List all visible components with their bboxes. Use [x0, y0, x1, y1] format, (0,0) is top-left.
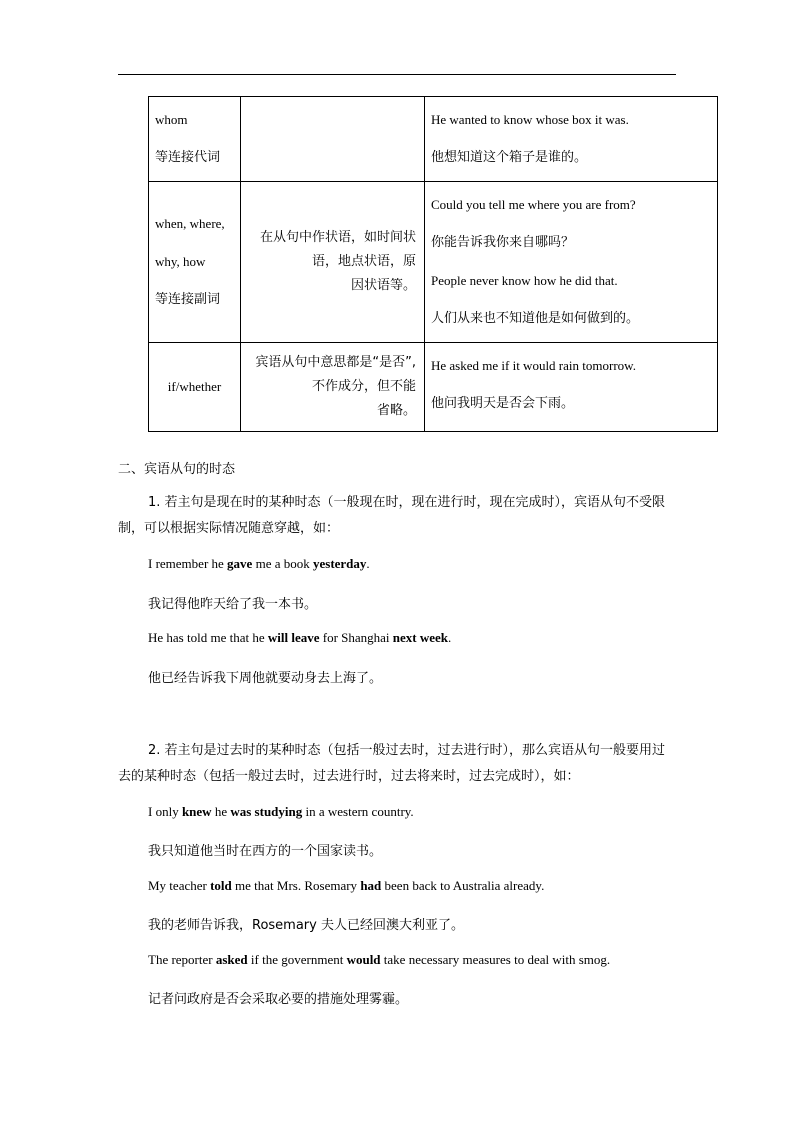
- table-cell-example: [425, 97, 718, 182]
- point-1-text: 1. 若主句是现在时的某种时态（一般现在时，现在进行时，现在完成时），宾语从句不受限制，可以根据实际情况随意穿越，如：: [118, 495, 666, 536]
- example-translation: 我只知道他当时在西方的一个国家读书。: [148, 844, 383, 859]
- text-run: me a book: [252, 556, 313, 571]
- cell-line: 语，地点状语，原: [311, 254, 416, 269]
- point-1-paragraph: [118, 490, 678, 542]
- bold-time: yesterday: [312, 556, 367, 571]
- text-run: My teacher: [148, 878, 211, 893]
- section-heading: 二、宾语从句的时态: [118, 462, 236, 477]
- example-translation: 他已经告诉我下周他就要动身去上海了。: [148, 671, 383, 686]
- cell-line: when, where,: [155, 216, 225, 231]
- cell-line: 人们从来也不知道他是如何做到的。: [431, 311, 640, 326]
- text-run: The reporter: [148, 952, 216, 967]
- table-row: [149, 343, 718, 432]
- cell-line: 因状语等。: [350, 278, 416, 293]
- text-run: if the government: [247, 952, 347, 967]
- text-run: He has told me that he: [148, 630, 268, 645]
- example-sentence: [148, 804, 414, 820]
- cell-line: 等连接代词: [155, 150, 221, 165]
- bold-verb: told: [210, 878, 232, 893]
- example-sentence: [148, 630, 451, 646]
- bold-verb: gave: [227, 556, 253, 571]
- bold-verb: knew: [181, 804, 212, 819]
- cell-line: whom: [155, 112, 188, 127]
- cell-line: He wanted to know whose box it was.: [431, 112, 629, 127]
- bold-verb: will leave: [267, 630, 320, 645]
- table-cell-function: [241, 182, 425, 343]
- text-run: he: [211, 804, 231, 819]
- cell-line: He asked me if it would rain tomorrow.: [431, 358, 636, 373]
- point-2-text: 2. 若主句是过去时的某种时态（包括一般过去时，过去进行时），那么宾语从句一般要用过去的某种时态（包括一般过去时，过去进行时，过去将来时，过去完成时），如：: [118, 743, 666, 784]
- text-run: been back to Australia already.: [381, 878, 545, 893]
- table-row: [149, 182, 718, 343]
- text-run: for Shanghai: [319, 630, 393, 645]
- example-sentence: [148, 952, 610, 968]
- table-cell-conjunction: [149, 97, 241, 182]
- table-cell-function: [241, 97, 425, 182]
- table-cell-example: [425, 182, 718, 343]
- table-cell-function: [241, 343, 425, 432]
- table-cell-example: [425, 343, 718, 432]
- text-run: take necessary measures to deal with smog.: [380, 952, 611, 967]
- cell-line: 他想知道这个箱子是谁的。: [431, 150, 588, 165]
- text-run: .: [448, 630, 452, 645]
- example-sentence: [148, 556, 370, 572]
- bold-verb: asked: [215, 952, 248, 967]
- text-run: me that Mrs. Rosemary: [231, 878, 361, 893]
- text-run: I only: [148, 804, 182, 819]
- cell-line: People never know how he did that.: [431, 273, 618, 288]
- cell-line: 你能告诉我你来自哪吗？: [431, 235, 575, 250]
- example-translation: 我的老师告诉我，Rosemary 夫人已经回澳大利亚了。: [148, 918, 464, 933]
- header-rule: [118, 74, 676, 75]
- cell-line: 等连接副词: [155, 292, 221, 307]
- cell-line: 在从句中作状语，如时间状: [259, 230, 416, 245]
- bold-verb: had: [360, 878, 382, 893]
- text-run: I remember he: [148, 556, 228, 571]
- table-row: [149, 97, 718, 182]
- bold-verb: was studying: [230, 804, 303, 819]
- example-translation: 记者问政府是否会采取必要的措施处理雾霾。: [148, 992, 409, 1007]
- example-translation: 我记得他昨天给了我一本书。: [148, 597, 318, 612]
- text-run: .: [366, 556, 370, 571]
- point-2-paragraph: [118, 738, 678, 790]
- table-cell-conjunction: [149, 343, 241, 432]
- cell-line: why, how: [155, 254, 206, 269]
- bold-time: next week: [392, 630, 449, 645]
- cell-line: 不作成分，但不能: [311, 379, 416, 394]
- cell-line: if/whether: [167, 379, 222, 394]
- cell-line: 他问我明天是否会下雨。: [431, 396, 575, 411]
- cell-line: 宾语从句中意思都是“是否”,: [255, 355, 416, 370]
- example-sentence: [148, 878, 544, 894]
- cell-line: Could you tell me where you are from?: [431, 197, 636, 212]
- table-cell-conjunction: [149, 182, 241, 343]
- cell-line: 省略。: [376, 403, 416, 418]
- conjunction-table: [148, 96, 718, 432]
- text-run: in a western country.: [302, 804, 414, 819]
- bold-verb: would: [346, 952, 381, 967]
